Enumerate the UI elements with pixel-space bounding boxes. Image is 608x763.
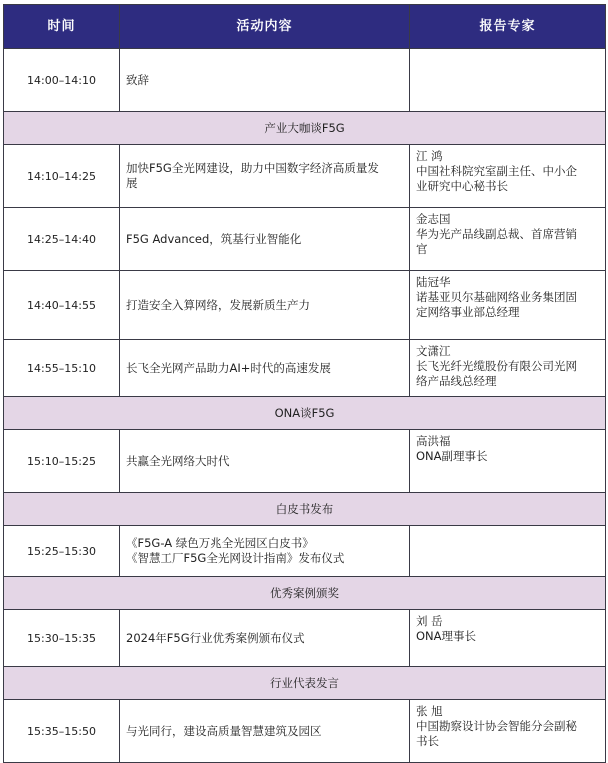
agenda-topic <box>120 49 410 112</box>
agenda-topic <box>120 700 410 763</box>
header-speaker: 报告专家 <box>410 5 606 49</box>
section-label: 白皮书发布 <box>4 493 606 526</box>
section-row <box>4 667 606 700</box>
header-time: 时间 <box>4 5 120 49</box>
speaker-title-line: 诺基亚贝尔基础网络业务集团固 <box>416 290 577 304</box>
agenda-time: 14:10–14:25 <box>4 145 120 208</box>
agenda-time: 15:35–15:50 <box>4 700 120 763</box>
section-label: 优秀案例颁奖 <box>4 577 606 610</box>
agenda-speaker <box>410 610 606 667</box>
speaker-title-line: 定网络事业部总经理 <box>416 305 520 319</box>
topic-line: 2024年F5G行业优秀案例颁布仪式 <box>126 630 305 645</box>
topic-line: 《F5G-A 绿色万兆全光园区白皮书》 <box>126 536 314 550</box>
agenda-speaker <box>410 208 606 271</box>
agenda-speaker <box>410 145 606 208</box>
speaker-name: 高洪福 <box>416 434 451 448</box>
agenda-time: 14:40–14:55 <box>4 271 120 340</box>
agenda-row <box>4 49 606 112</box>
speaker-name: 文潇江 <box>416 344 451 358</box>
agenda-row <box>4 208 606 271</box>
agenda-time: 15:10–15:25 <box>4 430 120 493</box>
speaker-title-line: 书长 <box>416 734 439 748</box>
speaker-title-line: 华为光产品线副总裁、首席营销 <box>416 227 577 241</box>
agenda-topic <box>120 271 410 340</box>
speaker-title-line: 中国社科院究室副主任、中小企 <box>416 164 577 178</box>
agenda-row <box>4 145 606 208</box>
agenda-row <box>4 526 606 577</box>
section-row <box>4 397 606 430</box>
topic-line: F5G Advanced，筑基行业智能化 <box>126 231 302 246</box>
topic-line: 加快F5G全光网建设，助力中国数字经济高质量发 <box>126 161 379 175</box>
agenda-row <box>4 340 606 397</box>
agenda-time: 14:00–14:10 <box>4 49 120 112</box>
agenda-speaker <box>410 700 606 763</box>
topic-line: 打造安全入算网络，发展新质生产力 <box>126 297 310 312</box>
speaker-title-line: 官 <box>416 242 428 256</box>
section-row <box>4 493 606 526</box>
agenda-row <box>4 700 606 763</box>
agenda-topic <box>120 526 410 577</box>
agenda-row <box>4 430 606 493</box>
speaker-name: 江 鸿 <box>416 149 443 163</box>
speaker-name: 陆冠华 <box>416 275 451 289</box>
speaker-title-line: ONA理事长 <box>416 629 477 643</box>
speaker-title-line: 业研究中心秘书长 <box>416 179 508 193</box>
section-label: 行业代表发言 <box>4 667 606 700</box>
agenda-table <box>3 4 606 763</box>
speaker-title-line: ONA副理事长 <box>416 449 488 463</box>
agenda-time: 14:55–15:10 <box>4 340 120 397</box>
topic-line: 与光同行，建设高质量智慧建筑及园区 <box>126 723 322 738</box>
agenda-time: 15:30–15:35 <box>4 610 120 667</box>
agenda-time: 15:25–15:30 <box>4 526 120 577</box>
agenda-topic <box>120 610 410 667</box>
header-activity: 活动内容 <box>120 5 410 49</box>
topic-line: 展 <box>126 176 138 190</box>
agenda-topic <box>120 208 410 271</box>
speaker-title-line: 长飞光纤光缆股份有限公司光网 <box>416 359 577 373</box>
speaker-name: 金志国 <box>416 212 451 226</box>
table-header-row <box>4 5 606 49</box>
agenda-speaker <box>410 271 606 340</box>
topic-line: 长飞全光网产品助力AI+时代的高速发展 <box>126 360 331 375</box>
section-row <box>4 577 606 610</box>
section-label: ONA谈F5G <box>4 397 606 430</box>
agenda-time: 14:25–14:40 <box>4 208 120 271</box>
agenda-row <box>4 271 606 340</box>
agenda-row <box>4 610 606 667</box>
agenda-speaker <box>410 526 606 577</box>
section-row <box>4 112 606 145</box>
topic-line: 致辞 <box>126 72 149 87</box>
agenda-body <box>4 49 606 763</box>
agenda-speaker <box>410 340 606 397</box>
speaker-name: 刘 岳 <box>416 614 443 628</box>
section-label: 产业大咖谈F5G <box>4 112 606 145</box>
speaker-name: 张 旭 <box>416 704 443 718</box>
agenda-speaker <box>410 430 606 493</box>
agenda-topic <box>120 145 410 208</box>
agenda-topic <box>120 340 410 397</box>
agenda-speaker <box>410 49 606 112</box>
speaker-title-line: 络产品线总经理 <box>416 374 497 388</box>
speaker-title-line: 中国勘察设计协会智能分会副秘 <box>416 719 577 733</box>
topic-line: 《智慧工厂F5G全光网设计指南》发布仪式 <box>126 551 345 565</box>
agenda-topic <box>120 430 410 493</box>
topic-line: 共赢全光网络大时代 <box>126 453 230 468</box>
